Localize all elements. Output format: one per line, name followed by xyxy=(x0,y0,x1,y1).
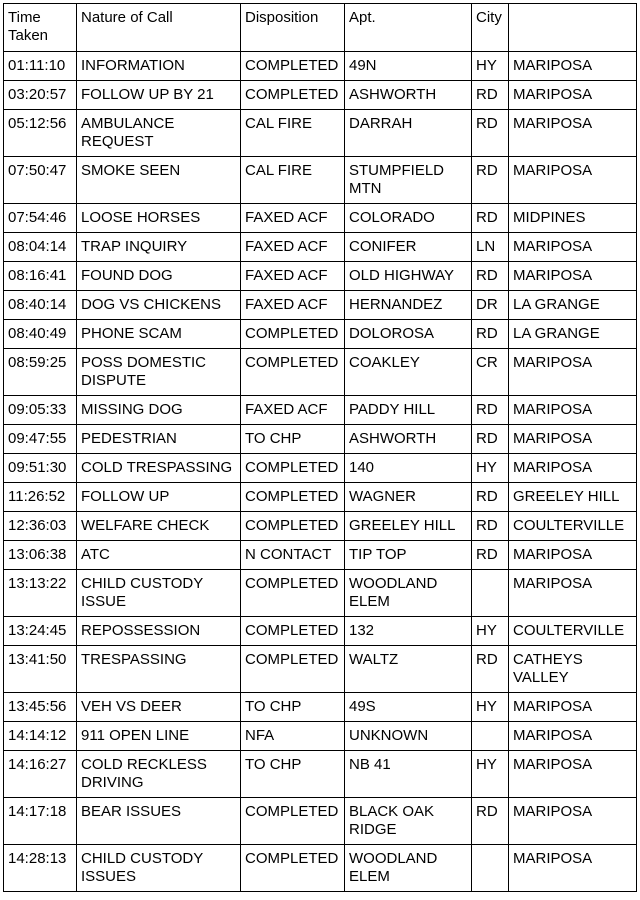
cell-time: 14:17:18 xyxy=(4,798,77,845)
cell-disposition: COMPLETED xyxy=(241,798,345,845)
cell-time: 07:50:47 xyxy=(4,157,77,204)
table-row xyxy=(4,751,637,798)
cell-time: 12:36:03 xyxy=(4,512,77,541)
cell-time: 05:12:56 xyxy=(4,110,77,157)
header-time-taken: Time Taken xyxy=(4,4,77,52)
cell-disposition: N CONTACT xyxy=(241,541,345,570)
table-row xyxy=(4,798,637,845)
table-row xyxy=(4,646,637,693)
cell-apt: 49N xyxy=(345,52,472,81)
cell-disposition: FAXED ACF xyxy=(241,233,345,262)
cell-apt: TIP TOP xyxy=(345,541,472,570)
cell-apt: GREELEY HILL xyxy=(345,512,472,541)
cell-nature-of-call: FOLLOW UP BY 21 xyxy=(77,81,241,110)
cell-disposition: COMPLETED xyxy=(241,646,345,693)
cell-nature-of-call: VEH VS DEER xyxy=(77,693,241,722)
cell-nature-of-call: FOUND DOG xyxy=(77,262,241,291)
header-row xyxy=(4,4,637,52)
cell-disposition: TO CHP xyxy=(241,425,345,454)
cell-nature-of-call: COLD TRESPASSING xyxy=(77,454,241,483)
cell-time: 13:41:50 xyxy=(4,646,77,693)
cell-road-type: DR xyxy=(472,291,509,320)
cell-road-type: RD xyxy=(472,512,509,541)
table-row xyxy=(4,157,637,204)
cell-time: 07:54:46 xyxy=(4,204,77,233)
cell-road-type: RD xyxy=(472,425,509,454)
cell-nature-of-call: REPOSSESSION xyxy=(77,617,241,646)
cell-disposition: FAXED ACF xyxy=(241,291,345,320)
header-disposition: Disposition xyxy=(241,4,345,52)
header-blank xyxy=(509,4,637,52)
cell-disposition: FAXED ACF xyxy=(241,396,345,425)
cell-time: 13:45:56 xyxy=(4,693,77,722)
cell-time: 14:14:12 xyxy=(4,722,77,751)
call-log-table xyxy=(3,3,637,892)
table-row xyxy=(4,262,637,291)
cell-apt: 49S xyxy=(345,693,472,722)
cell-disposition: COMPLETED xyxy=(241,81,345,110)
header-city: City xyxy=(472,4,509,52)
cell-disposition: COMPLETED xyxy=(241,617,345,646)
header-nature-of-call: Nature of Call xyxy=(77,4,241,52)
cell-road-type xyxy=(472,845,509,892)
cell-apt: OLD HIGHWAY xyxy=(345,262,472,291)
cell-nature-of-call: PHONE SCAM xyxy=(77,320,241,349)
cell-city: MARIPOSA xyxy=(509,798,637,845)
cell-road-type: RD xyxy=(472,320,509,349)
cell-time: 01:11:10 xyxy=(4,52,77,81)
table-row xyxy=(4,693,637,722)
table-row xyxy=(4,291,637,320)
cell-nature-of-call: COLD RECKLESS DRIVING xyxy=(77,751,241,798)
cell-time: 09:47:55 xyxy=(4,425,77,454)
table-row xyxy=(4,233,637,262)
table-row xyxy=(4,320,637,349)
cell-apt: BLACK OAK RIDGE xyxy=(345,798,472,845)
cell-road-type: RD xyxy=(472,81,509,110)
cell-time: 14:28:13 xyxy=(4,845,77,892)
cell-road-type: RD xyxy=(472,396,509,425)
cell-time: 13:13:22 xyxy=(4,570,77,617)
cell-nature-of-call: SMOKE SEEN xyxy=(77,157,241,204)
cell-city: MARIPOSA xyxy=(509,751,637,798)
cell-city: COULTERVILLE xyxy=(509,617,637,646)
cell-apt: NB 41 xyxy=(345,751,472,798)
cell-disposition: FAXED ACF xyxy=(241,262,345,291)
cell-disposition: CAL FIRE xyxy=(241,157,345,204)
cell-apt: DARRAH xyxy=(345,110,472,157)
cell-time: 09:05:33 xyxy=(4,396,77,425)
cell-city: MARIPOSA xyxy=(509,570,637,617)
cell-apt: 132 xyxy=(345,617,472,646)
cell-nature-of-call: DOG VS CHICKENS xyxy=(77,291,241,320)
cell-apt: ASHWORTH xyxy=(345,425,472,454)
cell-time: 09:51:30 xyxy=(4,454,77,483)
table-row xyxy=(4,396,637,425)
cell-apt: CONIFER xyxy=(345,233,472,262)
cell-city: LA GRANGE xyxy=(509,320,637,349)
cell-apt: COAKLEY xyxy=(345,349,472,396)
cell-nature-of-call: FOLLOW UP xyxy=(77,483,241,512)
cell-nature-of-call: LOOSE HORSES xyxy=(77,204,241,233)
cell-road-type: RD xyxy=(472,204,509,233)
cell-road-type: RD xyxy=(472,483,509,512)
cell-road-type: LN xyxy=(472,233,509,262)
cell-time: 03:20:57 xyxy=(4,81,77,110)
cell-apt: STUMPFIELD MTN xyxy=(345,157,472,204)
cell-apt: DOLOROSA xyxy=(345,320,472,349)
cell-road-type: HY xyxy=(472,52,509,81)
cell-disposition: COMPLETED xyxy=(241,320,345,349)
cell-apt: WAGNER xyxy=(345,483,472,512)
cell-time: 13:24:45 xyxy=(4,617,77,646)
cell-road-type: RD xyxy=(472,798,509,845)
cell-nature-of-call: TRAP INQUIRY xyxy=(77,233,241,262)
cell-time: 08:59:25 xyxy=(4,349,77,396)
cell-disposition: CAL FIRE xyxy=(241,110,345,157)
cell-nature-of-call: AMBULANCE REQUEST xyxy=(77,110,241,157)
cell-road-type: RD xyxy=(472,110,509,157)
cell-road-type: CR xyxy=(472,349,509,396)
cell-apt: 140 xyxy=(345,454,472,483)
cell-road-type xyxy=(472,570,509,617)
cell-nature-of-call: INFORMATION xyxy=(77,52,241,81)
cell-city: MARIPOSA xyxy=(509,233,637,262)
table-row xyxy=(4,110,637,157)
cell-city: MARIPOSA xyxy=(509,396,637,425)
cell-apt: WALTZ xyxy=(345,646,472,693)
cell-road-type: HY xyxy=(472,454,509,483)
table-row xyxy=(4,512,637,541)
table-row xyxy=(4,349,637,396)
table-row xyxy=(4,845,637,892)
cell-disposition: COMPLETED xyxy=(241,454,345,483)
cell-city: MARIPOSA xyxy=(509,541,637,570)
cell-disposition: COMPLETED xyxy=(241,52,345,81)
cell-road-type xyxy=(472,722,509,751)
cell-city: MARIPOSA xyxy=(509,845,637,892)
cell-nature-of-call: 911 OPEN LINE xyxy=(77,722,241,751)
cell-time: 14:16:27 xyxy=(4,751,77,798)
table-row xyxy=(4,541,637,570)
table-row xyxy=(4,204,637,233)
cell-city: MIDPINES xyxy=(509,204,637,233)
cell-disposition: COMPLETED xyxy=(241,349,345,396)
table-row xyxy=(4,617,637,646)
cell-city: MARIPOSA xyxy=(509,157,637,204)
cell-disposition: FAXED ACF xyxy=(241,204,345,233)
cell-disposition: TO CHP xyxy=(241,751,345,798)
cell-city: MARIPOSA xyxy=(509,454,637,483)
cell-road-type: HY xyxy=(472,617,509,646)
cell-city: MARIPOSA xyxy=(509,349,637,396)
cell-time: 08:40:49 xyxy=(4,320,77,349)
cell-nature-of-call: BEAR ISSUES xyxy=(77,798,241,845)
cell-city: CATHEYS VALLEY xyxy=(509,646,637,693)
cell-road-type: RD xyxy=(472,541,509,570)
cell-city: MARIPOSA xyxy=(509,81,637,110)
table-row xyxy=(4,483,637,512)
table-row xyxy=(4,570,637,617)
cell-disposition: COMPLETED xyxy=(241,845,345,892)
cell-disposition: COMPLETED xyxy=(241,512,345,541)
cell-apt: PADDY HILL xyxy=(345,396,472,425)
cell-city: MARIPOSA xyxy=(509,52,637,81)
cell-disposition: COMPLETED xyxy=(241,570,345,617)
cell-road-type: HY xyxy=(472,751,509,798)
cell-disposition: TO CHP xyxy=(241,693,345,722)
cell-city: LA GRANGE xyxy=(509,291,637,320)
cell-nature-of-call: CHILD CUSTODY ISSUES xyxy=(77,845,241,892)
cell-city: MARIPOSA xyxy=(509,722,637,751)
cell-nature-of-call: TRESPASSING xyxy=(77,646,241,693)
cell-time: 08:16:41 xyxy=(4,262,77,291)
cell-apt: COLORADO xyxy=(345,204,472,233)
cell-time: 11:26:52 xyxy=(4,483,77,512)
cell-apt: WOODLAND ELEM xyxy=(345,845,472,892)
cell-nature-of-call: CHILD CUSTODY ISSUE xyxy=(77,570,241,617)
cell-city: GREELEY HILL xyxy=(509,483,637,512)
cell-nature-of-call: ATC xyxy=(77,541,241,570)
cell-nature-of-call: WELFARE CHECK xyxy=(77,512,241,541)
cell-road-type: RD xyxy=(472,262,509,291)
cell-time: 08:40:14 xyxy=(4,291,77,320)
cell-city: MARIPOSA xyxy=(509,425,637,454)
cell-apt: WOODLAND ELEM xyxy=(345,570,472,617)
table-row xyxy=(4,722,637,751)
cell-nature-of-call: MISSING DOG xyxy=(77,396,241,425)
cell-apt: ASHWORTH xyxy=(345,81,472,110)
cell-nature-of-call: PEDESTRIAN xyxy=(77,425,241,454)
cell-nature-of-call: POSS DOMESTIC DISPUTE xyxy=(77,349,241,396)
cell-time: 08:04:14 xyxy=(4,233,77,262)
cell-road-type: RD xyxy=(472,646,509,693)
cell-road-type: HY xyxy=(472,693,509,722)
cell-disposition: NFA xyxy=(241,722,345,751)
table-row xyxy=(4,52,637,81)
header-apt: Apt. xyxy=(345,4,472,52)
cell-time: 13:06:38 xyxy=(4,541,77,570)
cell-apt: UNKNOWN xyxy=(345,722,472,751)
cell-city: COULTERVILLE xyxy=(509,512,637,541)
table-row xyxy=(4,454,637,483)
cell-city: MARIPOSA xyxy=(509,110,637,157)
cell-road-type: RD xyxy=(472,157,509,204)
table-body xyxy=(4,52,637,892)
cell-apt: HERNANDEZ xyxy=(345,291,472,320)
table-row xyxy=(4,81,637,110)
table-row xyxy=(4,425,637,454)
cell-city: MARIPOSA xyxy=(509,262,637,291)
cell-city: MARIPOSA xyxy=(509,693,637,722)
cell-disposition: COMPLETED xyxy=(241,483,345,512)
